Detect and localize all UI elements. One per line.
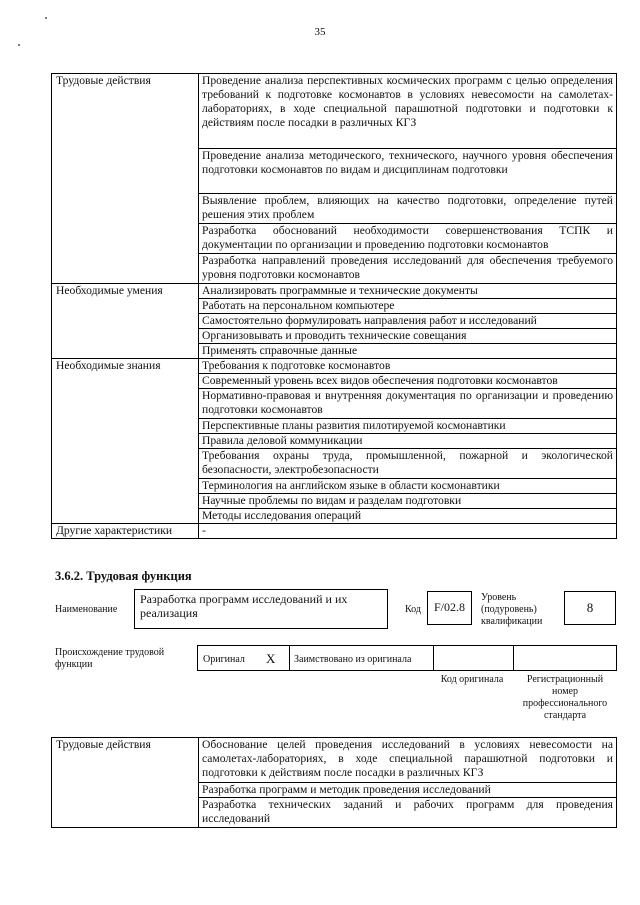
table-row xyxy=(52,74,617,149)
table-cell: Современный уровень всех видов обеспечения подготовки космонавтов xyxy=(199,374,617,389)
code-label: Код xyxy=(405,604,421,615)
divider xyxy=(289,646,290,670)
original-label: Оригинал xyxy=(203,654,245,665)
table-cell: Требования охраны труда, промышленной, пожарной и экологической безопасности, электробезопасности xyxy=(199,449,617,479)
function-name: Разработка программ исследований и их реализация xyxy=(140,592,348,620)
row-label-labor-actions: Трудовые действия xyxy=(52,74,199,284)
competency-table xyxy=(51,73,617,539)
borrowed-label: Заимствовано из оригинала xyxy=(294,654,412,665)
table-cell: Нормативно-правовая и внутренняя документация по организации и проведению подготовки космонавтов xyxy=(199,389,617,419)
level-box xyxy=(564,591,616,625)
origin-row xyxy=(197,645,617,671)
scan-speck xyxy=(45,17,47,19)
labor-actions-table xyxy=(51,737,617,828)
table-cell: Методы исследования операций xyxy=(199,509,617,524)
table-cell: Выявление проблем, влияющих на качество подготовки, определение путей решения этих проблем xyxy=(199,194,617,224)
reg-number-caption: Регистрационный номер профессионального стандарта xyxy=(522,674,608,721)
table-row xyxy=(52,738,617,783)
table-cell: Работать на персональном компьютере xyxy=(199,299,617,314)
row-label-knowledge: Необходимые знания xyxy=(52,359,199,524)
table-row xyxy=(52,284,617,299)
table-cell: Применять справочные данные xyxy=(199,344,617,359)
function-name-box xyxy=(134,589,388,629)
origin-label: Происхождение трудовой функции xyxy=(55,647,165,670)
table-cell: Требования к подготовке космонавтов xyxy=(199,359,617,374)
table-cell: Разработка программ и методик проведения исследований xyxy=(199,783,617,798)
table-cell: Разработка обоснований необходимости совершенствования ТСПК и документации по организации и проведению подготовки космонавтов xyxy=(199,224,617,254)
table-cell: Разработка технических заданий и рабочих программ для проведения исследований xyxy=(199,798,617,828)
qualification-level: 8 xyxy=(586,600,594,615)
table-cell: Перспективные планы развития пилотируемой космонавтики xyxy=(199,419,617,434)
table-cell: Разработка направлений проведения исследований для обеспечения требуемого уровня подготовки космонавтов xyxy=(199,254,617,284)
divider xyxy=(433,646,434,670)
section-title: 3.6.2. Трудовая функция xyxy=(55,569,192,583)
row-label-other: Другие характеристики xyxy=(52,524,199,539)
table-cell: Научные проблемы по видам и разделам подготовки xyxy=(199,494,617,509)
table-cell: - xyxy=(199,524,617,539)
table-cell: Организовывать и проводить технические совещания xyxy=(199,329,617,344)
table-row xyxy=(52,524,617,539)
table-cell: Проведение анализа методического, технического, научного уровня обеспечения подготовки космонавтов по видам и дисциплинам подготовки xyxy=(199,149,617,194)
code-original-caption: Код оригинала xyxy=(440,674,504,685)
original-mark: X xyxy=(266,651,276,666)
level-label: Уровень (подуровень) квалификации xyxy=(481,592,543,627)
table-cell: Терминология на английском языке в области космонавтики xyxy=(199,479,617,494)
name-label: Наименование xyxy=(55,604,118,615)
page-number: 35 xyxy=(314,26,326,38)
table-cell: Анализировать программные и технические документы xyxy=(199,284,617,299)
function-code: F/02.8 xyxy=(433,600,465,614)
code-box xyxy=(427,591,472,625)
divider xyxy=(513,646,514,670)
scan-speck xyxy=(18,44,20,46)
table-row xyxy=(52,359,617,374)
table-cell: Проведение анализа перспективных космических программ с целью определения требований к подготовке космонавтов в условиях невесомости на самолетах-лабораториях, в ходе специальной парашютной подготовки и подготовки к действиям после посадки в различных КГЗ xyxy=(199,74,617,149)
table-cell: Правила деловой коммуникации xyxy=(199,434,617,449)
row-label-skills: Необходимые умения xyxy=(52,284,199,359)
table-cell: Самостоятельно формулировать направления работ и исследований xyxy=(199,314,617,329)
row-label-labor-actions: Трудовые действия xyxy=(52,738,199,828)
table-cell: Обоснование целей проведения исследований в условиях невесомости на самолетах-лабораториях, в ходе специальной парашютной подготовки и подготовки к действиям после посадки в различных КГЗ xyxy=(199,738,617,783)
